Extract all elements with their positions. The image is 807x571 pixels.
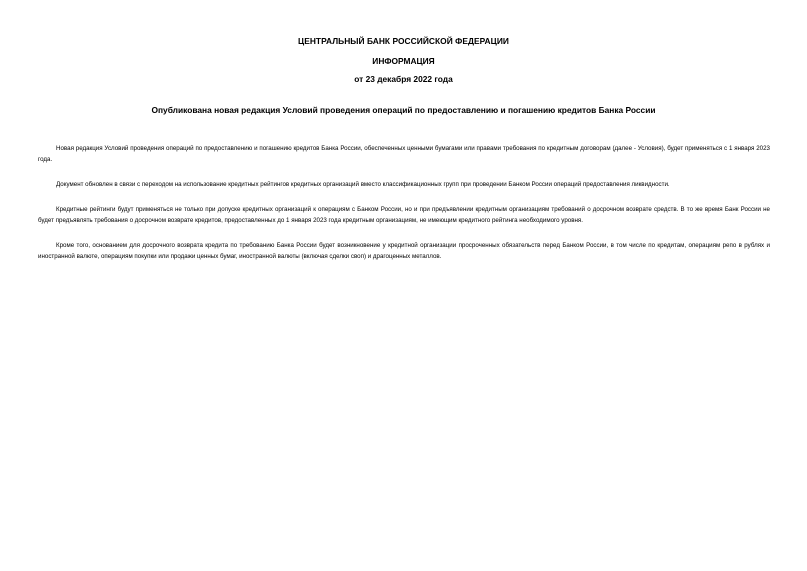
document-date: от 23 декабря 2022 года bbox=[354, 74, 453, 84]
document-type-heading: ИНФОРМАЦИЯ bbox=[372, 56, 435, 66]
organization-heading: ЦЕНТРАЛЬНЫЙ БАНК РОССИЙСКОЙ ФЕДЕРАЦИИ bbox=[298, 36, 509, 46]
document-title: Опубликована новая редакция Условий проведения операций по предоставлению и погашению кредитов Банка России bbox=[151, 105, 656, 115]
document-body bbox=[38, 143, 770, 276]
paragraph: Кроме того, основанием для досрочного возврата кредита по требованию Банка России будет возникновение у кредитной организации просроченных обязательств перед Банком России, в том числе по кредитам, операциям репо в рублях и иностранной валюте, операциям покупки или продажи ценных бумаг, иностранной валюты (включая сделки своп) и драгоценных металлов. bbox=[38, 242, 770, 260]
paragraph: Новая редакция Условий проведения операций по предоставлению и погашению кредитов Банка России, обеспеченных ценными бумагами или правами требования по кредитным договорам (далее - Условия), будет применяться с 1 января 2023 года. bbox=[38, 145, 770, 163]
paragraph: Кредитные рейтинги будут применяться не только при допуске кредитных организаций к операциям с Банком России, но и при предъявлении кредитным организациям требований о досрочном возврате средств. В то же время Банк России не будет предъявлять требования о досрочном возврате кредитов, предоставленных до 1 января 2023 года кредитным организациям, не имеющим кредитного рейтинга необходимого уровня. bbox=[38, 206, 770, 224]
paragraph: Документ обновлен в связи с переходом на использование кредитных рейтингов кредитных организаций вместо классификационных групп при проведении Банком России операций предоставления ликвидности. bbox=[56, 181, 670, 188]
